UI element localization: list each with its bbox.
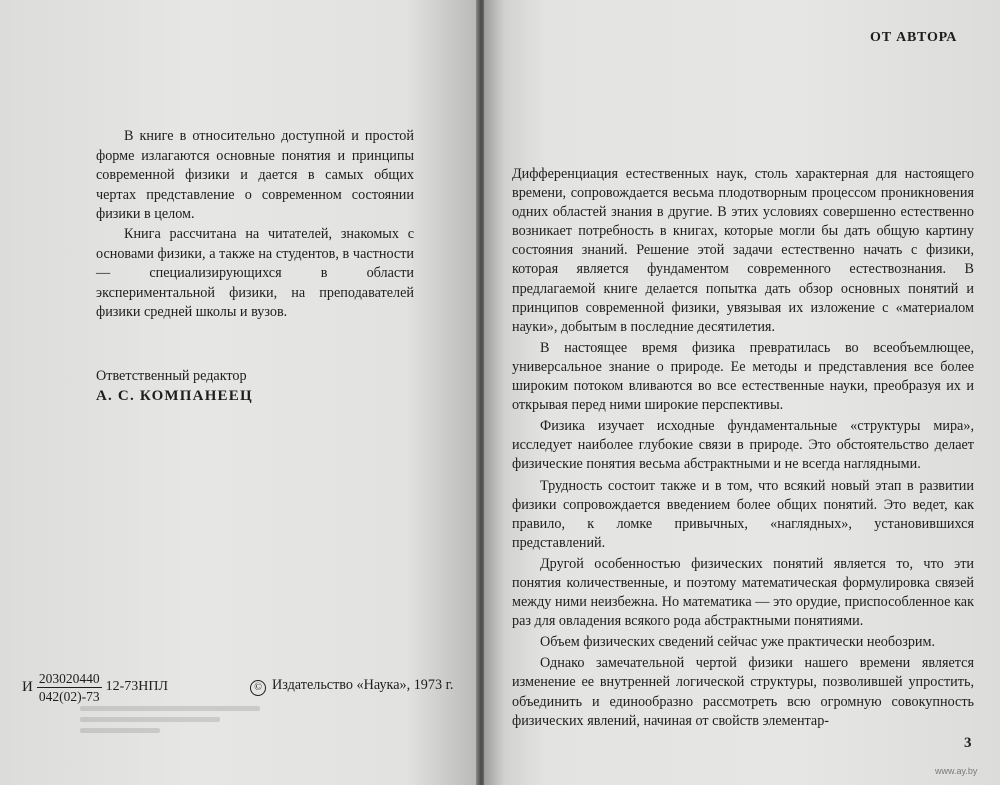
editor-name: А. С. КОМПАНЕЕЦ [96,388,253,404]
copyright-line [250,677,453,696]
left-page [0,0,478,785]
preface-paragraph: Дифференциация естественных наук, столь характерная для настоящего времени, сопровождается весьма плодотворным процессом проникновения одних областей знания в другие. В этих условиях совершенно естественно возникает потребность в книгах, которые могли бы дать общую картину состояния знаний. Решение этой задачи естественно начать с физики, которая является фундаментом современного естествознания. В предлагаемой книге делается попытка дать обзор основных понятий и принципов современной физики, увязывая их изложение с «материалом науки», добытым в последние десятилетия. [512,166,974,335]
preface-body [512,165,974,733]
annotation-paragraph: Книга рассчитана на читателей, знакомых с основами физики, а также на студентов, в частности — специализирующихся в области экспериментальной физики, на преподавателей физики средней школы и вузов. [96,225,414,321]
index-suffix: 12-73НПЛ [105,679,168,694]
preface-paragraph: Трудность состоит также и в том, что всякий новый этап в развитии физики сопровождается введением более общих понятий. Это ведет, как правило, к ломке привычных, «наглядных», установившихся представлений. [512,477,974,551]
preface-paragraph: Однако замечательной чертой физики нашего времени является изменение ее внутренней логической структуры, позволившей упростить, объединить и единообразно рассмотреть всю огромную совокупность физических явлений, начиная от свойств элементар- [512,655,974,729]
preface-paragraph: В настоящее время физика превратилась во всеобъемлющее, универсальное знание о природе. Ее методы и представления все более широким потоком вливаются во все естественные науки, преобразуя их и открывая перед ними широкие перспективы. [512,339,974,414]
watermark: www.ay.by [935,766,978,776]
editor-label: Ответственный редактор [96,368,247,384]
index-numerator: 203020440 [38,670,100,686]
index-denominator: 042(02)-73 [38,688,100,704]
index-prefix: И [22,678,33,695]
annotation-paragraph: В книге в относительно доступной и простой форме излагаются основные понятия и принципы современной физики и дается в самых общих чертах представление о современном состоянии физики в целом. [96,128,414,223]
section-title: ОТ АВТОРА [870,30,958,45]
book-annotation [96,127,414,323]
preface-paragraph: Другой особенностью физических понятий является то, что эти понятия количественные, и поэтому математическая формулировка связей между ними неизбежна. Но математика — это орудие, приспособленное как раз для овладения всякого рода абстрактными понятиями. [512,555,974,630]
copyright-symbol: © [250,680,266,696]
copyright-text: Издательство «Наука», 1973 г. [272,677,454,693]
show-through-text [80,700,280,734]
page-number: 3 [964,735,972,751]
preface-paragraph: Физика изучает исходные фундаментальные «структуры мира», исследует наиболее глубокие связи в природе. Это обстоятельство делает физические понятия весьма абстрактными и не всегда наглядными. [512,418,974,473]
preface-paragraph: Объем физических сведений сейчас уже практически необозрим. [540,634,936,651]
